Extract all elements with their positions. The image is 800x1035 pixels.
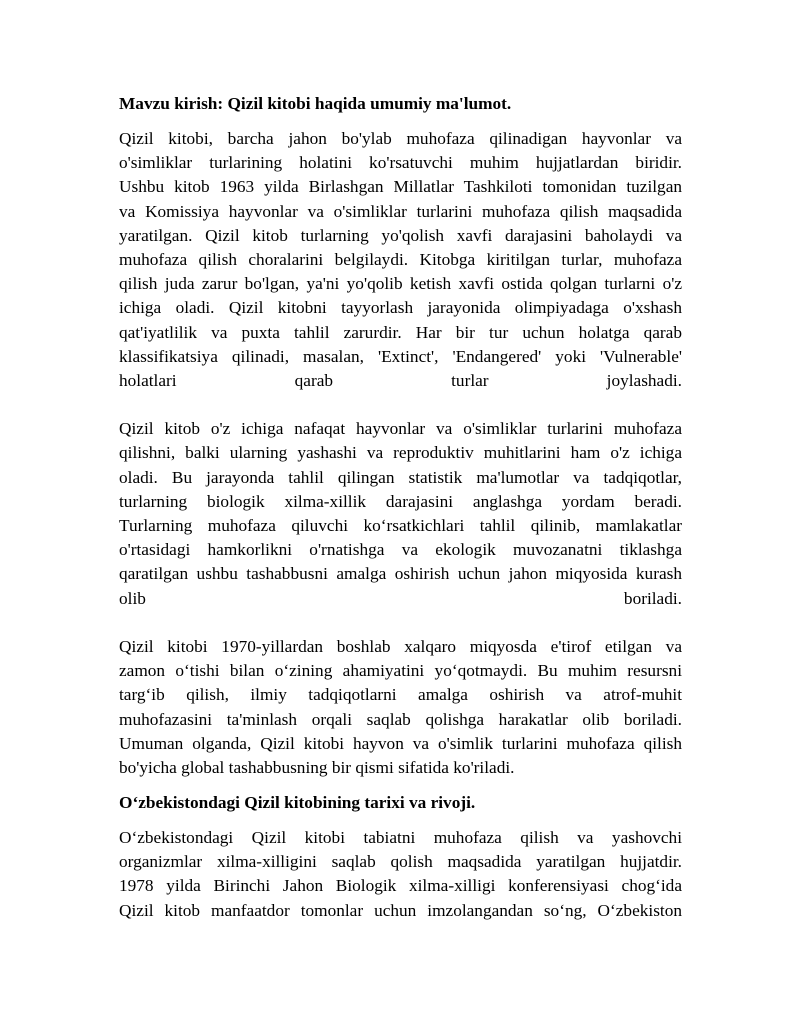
- paragraph-line: yaratilgan. Qizil kitob turlarning yo'qolish xavfi darajasini baholaydi va: [119, 225, 682, 245]
- paragraph-line: holatlari qarab turlar joylashadi.: [119, 370, 682, 390]
- paragraph-line: Qizil kitobi, barcha jahon bo'ylab muhofaza qilinadigan hayvonlar va: [119, 129, 682, 148]
- document-page: [119, 92, 682, 923]
- paragraph-line: Ushbu kitob 1963 yilda Birlashgan Millatlar Tashkiloti tomonidan tuzilgan: [119, 177, 682, 197]
- paragraph-line: bo'yicha global tashabbusning bir qismi sifatida ko'riladi.: [119, 757, 515, 777]
- paragraph-line: turlarning biologik xilma-xillik darajasini anglashga yordam beradi.: [119, 491, 682, 511]
- paragraph-line: Umuman olganda, Qizil kitobi hayvon va o'simlik turlarini muhofaza qilish: [119, 733, 682, 753]
- paragraph-line: olib boriladi.: [119, 588, 682, 608]
- paragraph-line: qilish juda zarur bo'lgan, ya'ni yo'qolib ketish xavfi ostida qolgan turlarni o'z: [119, 274, 682, 294]
- paragraph-line: Qizil kitob o'z ichiga nafaqat hayvonlar va o'simliklar turlarini muhofaza: [119, 419, 682, 439]
- paragraph-line: targ‘ib qilish, ilmiy tadqiqotlarni amalga oshirish va atrof-muhit: [119, 685, 682, 705]
- paragraph-line: organizmlar xilma-xilligini saqlab qolish maqsadida yaratilgan hujjatdir.: [119, 852, 682, 872]
- section-heading-introduction: Mavzu kirish: Qizil kitobi haqida umumiy ma'lumot.: [119, 94, 512, 113]
- paragraph-introduction: [119, 127, 682, 780]
- paragraph-line: 1978 yilda Birinchi Jahon Biologik xilma-xilligi konferensiyasi chog‘ida: [119, 876, 682, 896]
- paragraph-line: O‘zbekistondagi Qizil kitobi tabiatni muhofaza qilish va yashovchi: [119, 828, 682, 848]
- paragraph-line: Turlarning muhofaza qiluvchi ko‘rsatkichlari tahlil qilinib, mamlakatlar: [119, 516, 682, 535]
- paragraph-line: qilishni, balki ularning yashashi va reproduktiv muhitlarini ham o'z ichiga: [119, 443, 682, 463]
- blank-line: [119, 611, 682, 635]
- paragraph-line: oladi. Bu jarayonda tahlil qilingan statistik ma'lumotlar va tadqiqotlar,: [119, 467, 682, 487]
- section-heading-history: O‘zbekistondagi Qizil kitobining tarixi va rivoji.: [119, 793, 476, 813]
- paragraph-line: muhofaza qilish choralarini belgilaydi. Kitobga kiritilgan turlar, muhofaza: [119, 249, 682, 269]
- blank-line: [119, 393, 682, 417]
- paragraph-history: [119, 826, 682, 923]
- paragraph-line: va Komissiya hayvonlar va o'simliklar turlarini muhofaza qilish maqsadida: [119, 201, 682, 221]
- paragraph-line: o'rtasidagi hamkorlikni o'rnatishga va ekologik muvozanatni tiklashga: [119, 540, 682, 560]
- paragraph-line: qaratilgan ushbu tashabbusni amalga oshirish uchun jahon miqyosida kurash: [119, 564, 682, 584]
- paragraph-line: Qizil kitob manfaatdor tomonlar uchun imzolangandan so‘ng, O‘zbekiston: [119, 900, 682, 920]
- paragraph-line: ichiga oladi. Qizil kitobni tayyorlash jarayonida olimpiyadaga o'xshash: [119, 298, 682, 318]
- paragraph-line: klassifikatsiya qilinadi, masalan, 'Extinct', 'Endangered' yoki 'Vulnerable': [119, 346, 682, 366]
- paragraph-line: qat'iyatlilik va puxta tahlil zarurdir. Har bir tur uchun holatga qarab: [119, 322, 682, 342]
- paragraph-line: muhofazasini ta'minlash orqali saqlab qolishga harakatlar olib boriladi.: [119, 709, 682, 729]
- paragraph-line: zamon o‘tishi bilan o‘zining ahamiyatini yo‘qotmaydi. Bu muhim resursni: [119, 661, 682, 681]
- paragraph-line: Qizil kitobi 1970-yillardan boshlab xalqaro miqyosda e'tirof etilgan va: [119, 636, 682, 656]
- paragraph-line: o'simliklar turlarining holatini ko'rsatuvchi muhim hujjatlardan biridir.: [119, 153, 682, 173]
